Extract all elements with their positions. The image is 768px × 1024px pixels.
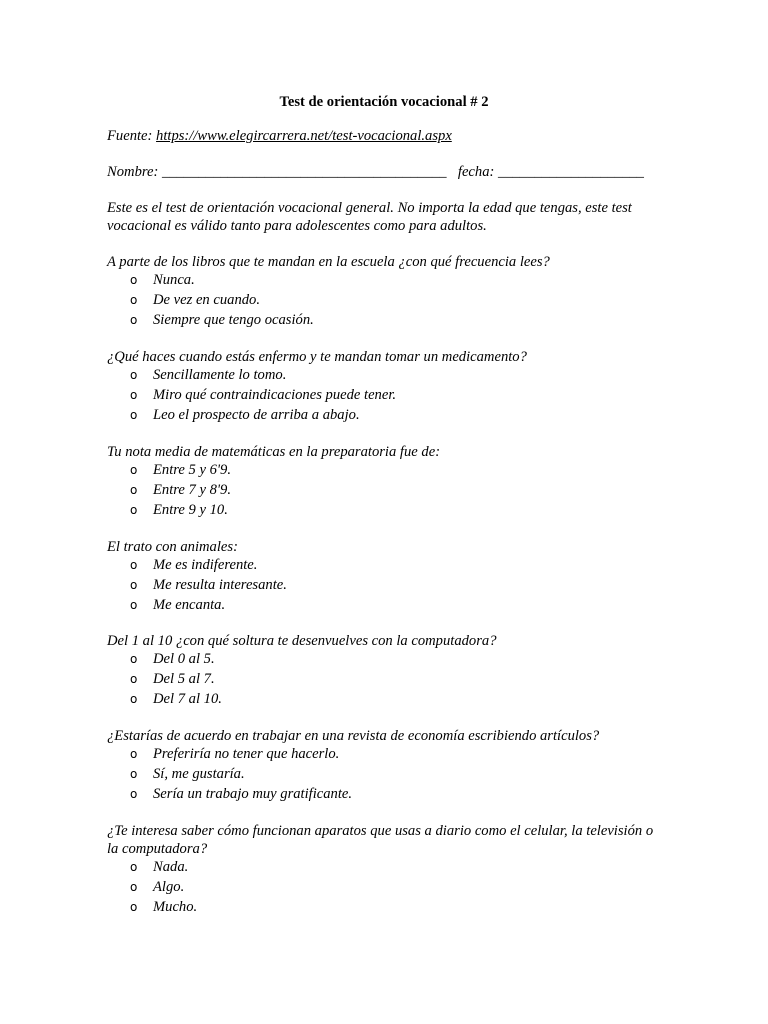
name-label: Nombre: bbox=[107, 164, 159, 180]
name-blank[interactable]: _______________________________________ bbox=[162, 164, 447, 180]
radio-bullet-icon: o bbox=[130, 880, 138, 894]
question-7-options bbox=[130, 857, 197, 917]
question-5-options bbox=[130, 649, 222, 709]
question-2-option-2[interactable]: o Miro qué contraindicaciones puede tener. bbox=[130, 387, 397, 403]
radio-bullet-icon: o bbox=[130, 503, 138, 517]
question-6-option-3[interactable]: o Sería un trabajo muy gratificante. bbox=[130, 786, 353, 802]
radio-bullet-icon: o bbox=[130, 692, 138, 706]
source-label: Fuente: bbox=[107, 128, 153, 144]
question-4-option-3[interactable]: o Me encanta. bbox=[130, 597, 226, 613]
question-4-option-1[interactable]: o Me es indiferente. bbox=[130, 557, 258, 573]
date-label: fecha: bbox=[457, 164, 495, 180]
radio-bullet-icon: o bbox=[130, 558, 138, 572]
question-1-option-3[interactable]: o Siempre que tengo ocasión. bbox=[130, 312, 314, 328]
question-4-option-2[interactable]: o Me resulta interesante. bbox=[130, 577, 287, 593]
radio-bullet-icon: o bbox=[130, 463, 138, 477]
question-1-options bbox=[130, 270, 314, 330]
date-blank[interactable]: ____________________ bbox=[498, 164, 644, 180]
radio-bullet-icon: o bbox=[130, 313, 138, 327]
radio-bullet-icon: o bbox=[130, 293, 138, 307]
document-title: Test de orientación vocacional # 2 bbox=[279, 94, 489, 110]
question-3-option-2[interactable]: o Entre 7 y 8'9. bbox=[130, 482, 231, 498]
source-link[interactable]: https://www.elegircarrera.net/test-vocacional.aspx bbox=[156, 128, 452, 144]
name-date-line bbox=[107, 163, 644, 181]
radio-bullet-icon: o bbox=[130, 368, 138, 382]
question-7-option-1[interactable]: o Nada. bbox=[130, 859, 189, 875]
radio-bullet-icon: o bbox=[130, 408, 138, 422]
question-3-option-3[interactable]: o Entre 9 y 10. bbox=[130, 502, 228, 518]
radio-bullet-icon: o bbox=[130, 273, 138, 287]
source-line bbox=[107, 127, 452, 145]
radio-bullet-icon: o bbox=[130, 598, 138, 612]
question-2-text: ¿Qué haces cuando estás enfermo y te mandan tomar un medicamento? bbox=[107, 349, 527, 365]
question-3-options bbox=[130, 460, 231, 520]
question-6-option-1[interactable]: o Preferiría no tener que hacerlo. bbox=[130, 746, 340, 762]
question-2-option-3[interactable]: o Leo el prospecto de arriba a abajo. bbox=[130, 407, 360, 423]
question-1-option-1[interactable]: o Nunca. bbox=[130, 272, 195, 288]
question-3-option-1[interactable]: o Entre 5 y 6'9. bbox=[130, 462, 231, 478]
radio-bullet-icon: o bbox=[130, 388, 138, 402]
question-5-option-1[interactable]: o Del 0 al 5. bbox=[130, 651, 215, 667]
question-4-text: El trato con animales: bbox=[107, 539, 238, 555]
question-7-text: ¿Te interesa saber cómo funcionan aparatos que usas a diario como el celular, la televisión o la computadora? bbox=[107, 823, 654, 857]
radio-bullet-icon: o bbox=[130, 787, 138, 801]
question-2-options bbox=[130, 365, 396, 425]
radio-bullet-icon: o bbox=[130, 747, 138, 761]
radio-bullet-icon: o bbox=[130, 900, 138, 914]
radio-bullet-icon: o bbox=[130, 652, 138, 666]
radio-bullet-icon: o bbox=[130, 767, 138, 781]
radio-bullet-icon: o bbox=[130, 483, 138, 497]
radio-bullet-icon: o bbox=[130, 860, 138, 874]
question-4-options bbox=[130, 555, 287, 615]
question-6-text: ¿Estarías de acuerdo en trabajar en una revista de economía escribiendo artículos? bbox=[107, 728, 600, 744]
question-7-option-3[interactable]: o Mucho. bbox=[130, 899, 198, 915]
question-3-text: Tu nota media de matemáticas en la preparatoria fue de: bbox=[107, 444, 441, 460]
question-5-text: Del 1 al 10 ¿con qué soltura te desenvuelves con la computadora? bbox=[107, 633, 497, 649]
question-6-options bbox=[130, 744, 352, 804]
question-2-option-1[interactable]: o Sencillamente lo tomo. bbox=[130, 367, 287, 383]
radio-bullet-icon: o bbox=[130, 578, 138, 592]
radio-bullet-icon: o bbox=[130, 672, 138, 686]
question-1-text: A parte de los libros que te mandan en la escuela ¿con qué frecuencia lees? bbox=[107, 254, 550, 270]
question-7-option-2[interactable]: o Algo. bbox=[130, 879, 185, 895]
question-6-option-2[interactable]: o Sí, me gustaría. bbox=[130, 766, 245, 782]
question-5-option-3[interactable]: o Del 7 al 10. bbox=[130, 691, 222, 707]
question-5-option-2[interactable]: o Del 5 al 7. bbox=[130, 671, 215, 687]
question-1-option-2[interactable]: o De vez en cuando. bbox=[130, 292, 260, 308]
intro-paragraph: Este es el test de orientación vocacional general. No importa la edad que tengas, este test vocacional es válido tanto para adolescentes como para adultos. bbox=[107, 200, 632, 234]
